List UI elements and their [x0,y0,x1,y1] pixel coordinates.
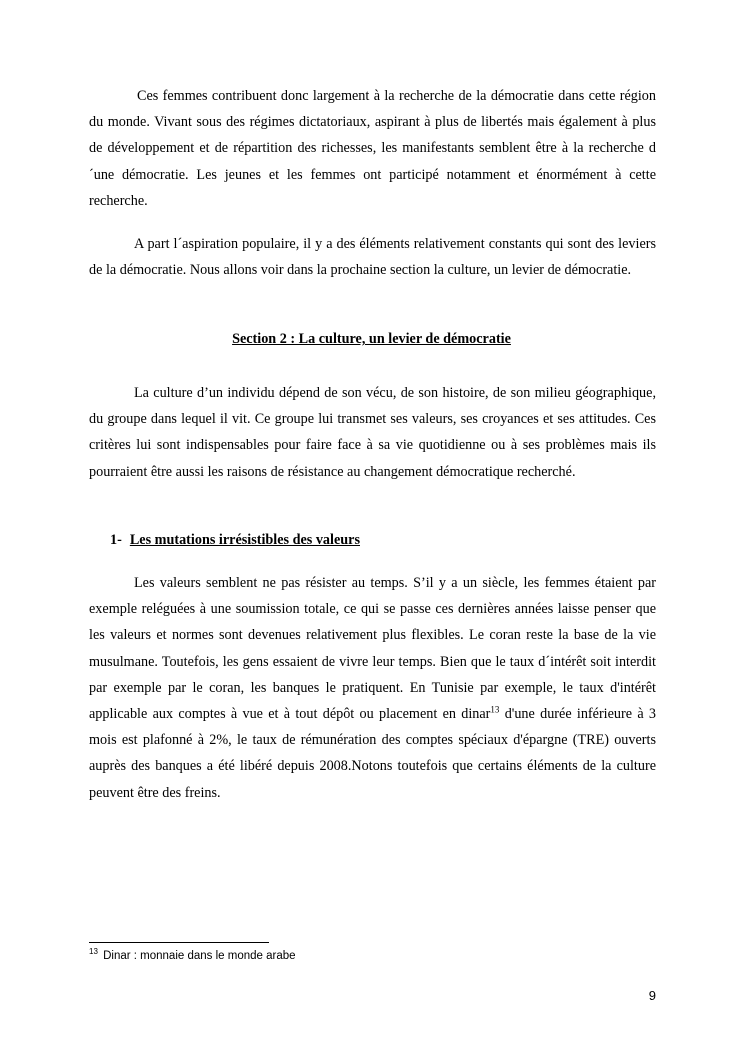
paragraph-culture: La culture d’un individu dépend de son vécu, de son histoire, de son milieu géographique, du groupe dans lequel il vit. Ce groupe lui transmet ses valeurs, ses croyances et ses attitudes. Ces critères lui sont indispensables pour faire face à sa vie quotidienne ou à ses problèmes mais ils pourraient être aussi les raisons de résistance au changement démocratique recherché. [89,385,656,480]
page-number: 9 [648,988,656,1003]
paragraph-values-text-end: d'une durée inférieure à 3 mois est plafonné à 2%, le taux de rémunération des comptes spéciaux d'épargne (TRE) ouverts auprès des banques a été libéré depuis 2008.Notons toutefois que certains éléments de la culture peuvent être des freins. [89,706,656,801]
subsection-heading [110,527,360,553]
subsection-number: 1- [110,532,122,548]
footnote-separator [89,942,269,943]
footnote-number: 13 [89,947,98,957]
paragraph-women-contribution: Ces femmes contribuent donc largement à la recherche de la démocratie dans cette région du monde. Vivant sous des régimes dictatoriaux, aspirant à plus de libertés mais également à plus de développement et de répartition des richesses, les manifestants semblent être à la recherche d´une démocratie. Les jeunes et les femmes ont participé notamment et énormément à cette recherche. [89,88,656,209]
footnote-reference: 13 [490,704,500,715]
subsection-title: Les mutations irrésistibles des valeurs [129,532,360,548]
paragraph-values-text-start: Les valeurs semblent ne pas résister au temps. S’il y a un siècle, les femmes étaient par exemple reléguées à une soumission totale, ce qui se passe ces dernières années laisse penser que les valeurs et normes sont devenues relativement plus flexibles. Le coran reste la base de la vie musulmane. Toutefois, les gens essaient de vivre leur temps. Bien que le taux d´intérêt soit interdit par exemple par le coran, les banques le pratiquent. En Tunisie par exemple, le taux d'intérêt applicable aux comptes à vue et à tout dépôt ou placement en dinar [89,575,656,723]
footnote [89,947,296,965]
footnote-text: Dinar : monnaie dans le monde arabe [99,950,296,962]
section-heading-text: Section 2 : La culture, un levier de démocratie [232,331,511,347]
section-heading [0,326,745,352]
paragraph-popular-aspiration: A part l´aspiration populaire, il y a des éléments relativement constants qui sont des leviers de la démocratie. Nous allons voir dans la prochaine section la culture, un levier de démocratie. [89,236,656,279]
paragraph-values [89,570,656,806]
